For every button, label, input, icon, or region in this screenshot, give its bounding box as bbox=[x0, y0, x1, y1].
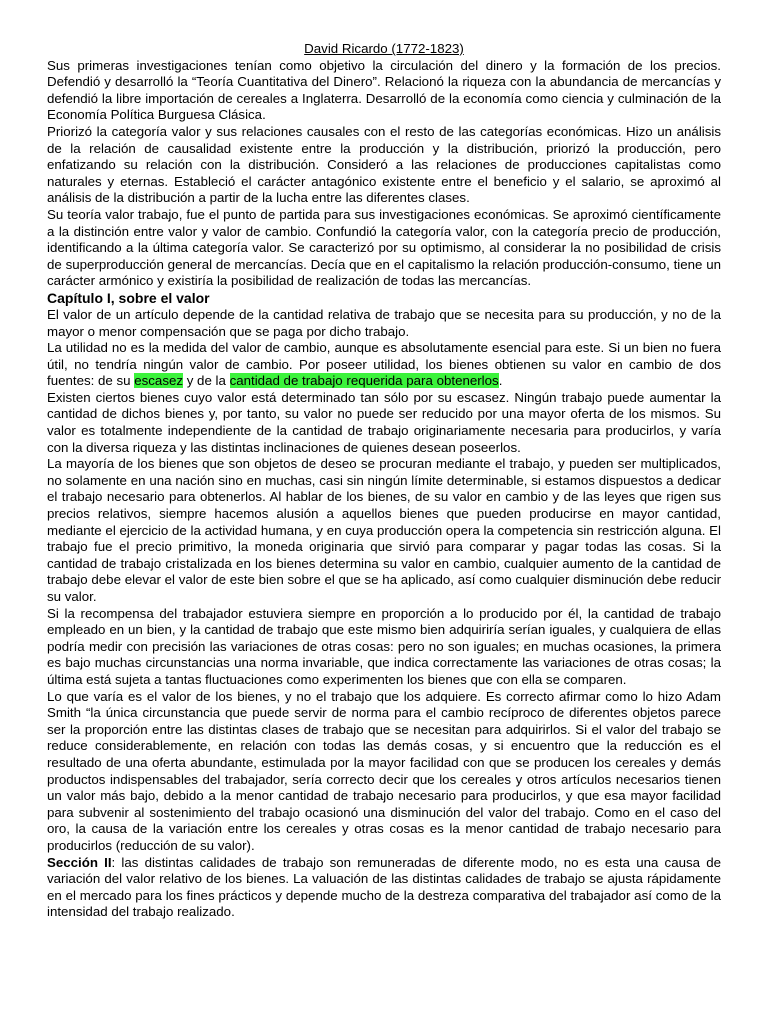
section-2-label: Sección II bbox=[47, 854, 112, 870]
paragraph-text: La utilidad no es la medida del valor de cambio, aunque es absolutamente esencial para este. Si un bien no fuera útil, no tendría ningún valor de cambio. Por poseer utilidad, los bienes obtienen su valor en cambio de dos fuentes: de su bbox=[47, 340, 721, 389]
chapter-paragraph-3: Existen ciertos bienes cuyo valor está determinado tan sólo por su escasez. Ningún trabajo puede aumentar la cantidad de dichos bienes y, por tanto, su valor no puede ser reducido por una mayor oferta de los mismos. Su valor es totalmente independiente de la cantidad de trabajo originariamente necesaria para producirlos, y varía con la diversa riqueza y las distintas inclinaciones de quienes desean poseerlos. bbox=[47, 389, 721, 455]
paragraph-text: y de la bbox=[183, 373, 230, 389]
paragraph-text: . bbox=[498, 373, 503, 389]
chapter-heading: Capítulo I, sobre el valor bbox=[47, 289, 210, 306]
chapter-paragraph-1: El valor de un artículo depende de la cantidad relativa de trabajo que se necesita para su producción, y no de la mayor o menor compensación que se paga por dicho trabajo. bbox=[47, 306, 721, 339]
intro-paragraph-2: Priorizó la categoría valor y sus relaciones causales con el resto de las categorías económicas. Hizo un análisis de la relación de causalidad existente entre la producción y la distribución, priorizó la producción, pero enfatizando su relación con la distribución. Consideró a las relaciones de producciones capitalistas como naturales y eternas. Estableció el carácter antagónico existente entre el beneficio y el salario, se aproximó al análisis de la distribución a partir de la lucha entre las diferentes clases. bbox=[47, 123, 721, 206]
section-2-paragraph bbox=[47, 855, 721, 921]
section-2-text: : las distintas calidades de trabajo son remuneradas de diferente modo, no es esta una causa de variación del valor relativo de los bienes. La valuación de las distintas calidades de trabajo se ajusta rápidamente en el mercado para los fines prácticos y depende mucho de la destreza comparativa del trabajador así como de la intensidad del trabajo realizado. bbox=[47, 854, 721, 920]
highlighted-text-scarcity: escasez bbox=[134, 373, 184, 389]
chapter-paragraph-4: La mayoría de los bienes que son objetos de deseo se procuran mediante el trabajo, y pueden ser multiplicados, no solamente en una nación sino en muchas, casi sin ningún límite determinable, si estamos dispuestos a dedicar el trabajo necesario para obtenerlos. Al hablar de los bienes, de su valor en cambio y de las leyes que rigen sus precios relativos, siempre hacemos alusión a aquellos bienes que pueden producirse en mayor cantidad, mediante el ejercicio de la actividad humana, y en cuya producción opera la competencia sin restricción alguna. El trabajo fue el precio primitivo, la moneda originaria que sirvió para comparar y pagar todas las cosas. Si la cantidad de trabajo cristalizada en los bienes determina su valor en cambio, cualquier aumento de la cantidad de trabajo debe elevar el valor de este bien sobre el que se ha aplicado, así como cualquier disminución debe reducir su valor. bbox=[47, 456, 721, 604]
intro-paragraph-3: Su teoría valor trabajo, fue el punto de partida para sus investigaciones económicas. Se aproximó científicamente a la distinción entre valor y valor de cambio. Confundió la categoría valor, con la categoría precio de producción, identificando a la última categoría valor. Se caracterizó por su optimismo, al considerar la no posibilidad de crisis de superproducción general de mercancías. Decía que en el capitalismo la relación producción-consumo, tiene un carácter armónico y existiría la posibilidad de realización de todas las mercancías. bbox=[47, 206, 721, 289]
document-title: David Ricardo (1772-1823) bbox=[304, 41, 464, 56]
highlighted-text-labor-quantity: cantidad de trabajo requerida para obtenerlos bbox=[229, 373, 499, 389]
chapter-paragraph-2 bbox=[47, 340, 721, 390]
chapter-paragraph-5: Si la recompensa del trabajador estuviera siempre en proporción a lo producido por él, la cantidad de trabajo empleado en un bien, y la cantidad de trabajo que este mismo bien adquiriría serían iguales, y cualquiera de ellas podría medir con precisión las variaciones de otras cosas: pero no son iguales; en muchas ocasiones, la primera es bajo muchas circunstancias una norma invariable, que indica correctamente las variaciones de otras cosas; la última está sujeta a tantas fluctuaciones como experimenten los bienes que con ella se comparen. bbox=[47, 605, 721, 687]
chapter-paragraph-6: Lo que varía es el valor de los bienes, y no el trabajo que los adquiere. Es correcto afirmar como lo hizo Adam Smith “la única circunstancia que puede servir de norma para el cambio recíproco de diferentes objetos parece ser la proporción entre las distintas clases de trabajo que se necesitan para adquirirlos. Si el valor del trabajo se reduce considerablemente, en relación con todas las demás cosas, y si encuentro que la reducción es el resultado de una oferta abundante, estimulada por la mayor facilidad con que se producen los cereales y demás productos indispensables del trabajador, sería correcto decir que los cereales y otros artículos necesarios tienen un valor más bajo, debido a la menor cantidad de trabajo necesario para producirlos, y que esa mayor facilidad para subvenir al sostenimiento del trabajo ocasionó una disminución del valor del trabajo. Como en el caso del oro, la causa de la variación entre los cereales y otras cosas es la menor cantidad de trabajo necesario para producirlos (reducción de su valor). bbox=[47, 688, 721, 853]
intro-paragraph-1: Sus primeras investigaciones tenían como objetivo la circulación del dinero y la formación de los precios. Defendió y desarrolló la “Teoría Cuantitativa del Dinero”. Relacionó la riqueza con la abundancia de mercancías y defendió la libre importación de cereales a Inglaterra. Desarrolló de la economía como ciencia y culminación de la Economía Política Burguesa Clásica. bbox=[47, 57, 721, 123]
